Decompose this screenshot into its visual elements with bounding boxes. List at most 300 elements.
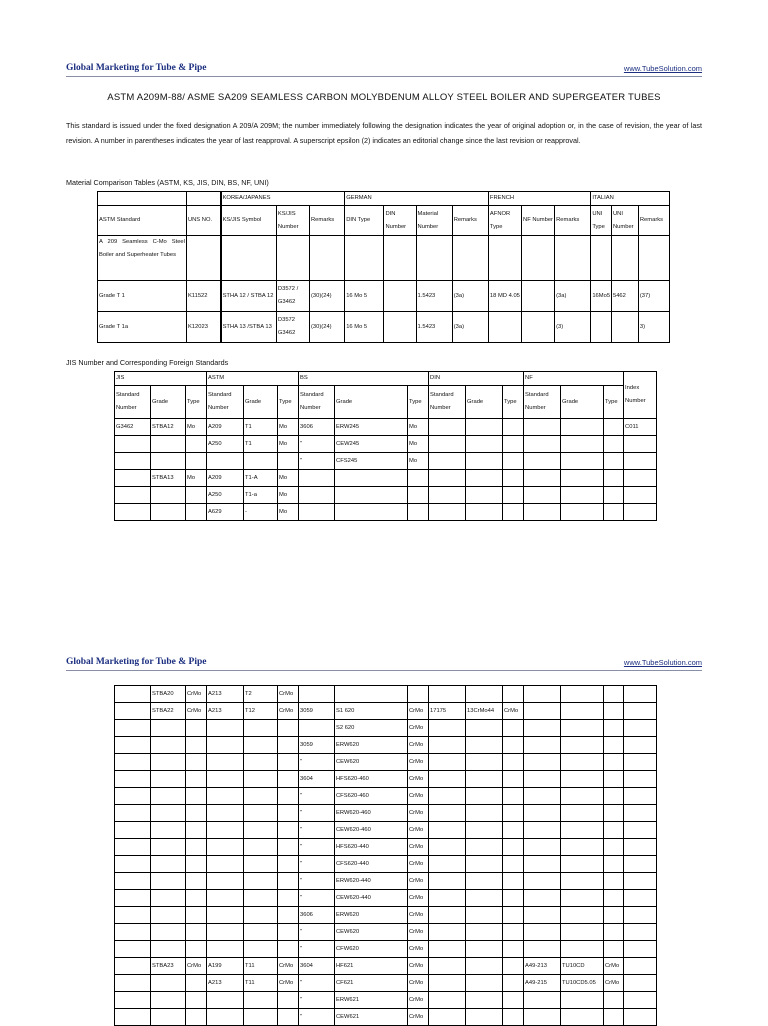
table-cell: Mo: [408, 453, 429, 470]
table-row: [115, 856, 657, 873]
table-cell: [624, 992, 657, 1009]
table-cell: A250: [207, 487, 244, 504]
table-cell: 3059: [299, 737, 335, 754]
table-cell: [604, 992, 624, 1009]
table-cell: [151, 487, 186, 504]
table-cell: CrMo: [186, 703, 207, 720]
table-row: [115, 805, 657, 822]
table2-caption: JIS Number and Corresponding Foreign Standards: [66, 358, 229, 367]
table-cell: [207, 788, 244, 805]
table-cell: [115, 686, 151, 703]
table-row: [115, 470, 657, 487]
table-cell: [151, 1009, 186, 1026]
col-jis-type: Type: [186, 386, 207, 419]
table-cell: [244, 788, 278, 805]
table-cell: [466, 873, 503, 890]
col-ks-remarks: Remarks: [310, 206, 345, 236]
table-cell: [151, 771, 186, 788]
table-cell: [115, 754, 151, 771]
table-cell: [151, 856, 186, 873]
table-cell: [561, 805, 604, 822]
table-cell: T1: [244, 419, 278, 436]
table-cell: [604, 924, 624, 941]
table-cell: [115, 873, 151, 890]
table-cell: [624, 907, 657, 924]
table-row: [115, 436, 657, 453]
header-url-link[interactable]: www.TubeSolution.com: [623, 64, 702, 73]
table-cell: CrMo: [278, 703, 299, 720]
table-cell: [561, 487, 604, 504]
table-row: [115, 1009, 657, 1026]
col-bs-grade: Grade: [335, 386, 408, 419]
table-cell: [503, 737, 524, 754]
table-cell: [186, 487, 207, 504]
table-cell: STBA12: [151, 419, 186, 436]
table-cell: T11: [244, 975, 278, 992]
table-cell: CFS620-440: [335, 856, 408, 873]
table-cell: [151, 941, 186, 958]
table-cell: [503, 822, 524, 839]
table-cell: [299, 470, 335, 487]
table-cell: [466, 975, 503, 992]
table-cell: [466, 958, 503, 975]
table-cell: [524, 737, 561, 754]
table-cell: [624, 873, 657, 890]
table-cell: [624, 822, 657, 839]
table-cell: [503, 453, 524, 470]
table-cell: [408, 487, 429, 504]
page-header: [66, 62, 702, 77]
table-cell: A199: [207, 958, 244, 975]
col-bs-standard-number: Standard Number: [299, 386, 335, 419]
table-cell: [524, 788, 561, 805]
table-cell: [524, 839, 561, 856]
table-cell: STBA23: [151, 958, 186, 975]
table-cell: A250: [207, 436, 244, 453]
table-cell: [604, 686, 624, 703]
table-cell: [604, 436, 624, 453]
table-cell: ERW245: [335, 419, 408, 436]
table-cell: [503, 805, 524, 822]
table-cell: [561, 703, 604, 720]
table-cell: [151, 822, 186, 839]
table-cell: A49-215: [524, 975, 561, 992]
table-cell: [115, 720, 151, 737]
table-cell: ": [299, 856, 335, 873]
table-cell: [244, 839, 278, 856]
table-cell: [604, 771, 624, 788]
table-cell: [278, 1009, 299, 1026]
table-cell: T1-A: [244, 470, 278, 487]
table-cell: [151, 737, 186, 754]
table-cell: [604, 504, 624, 521]
table-cell: CEW620: [335, 754, 408, 771]
table-cell: [524, 1009, 561, 1026]
table-cell: [604, 720, 624, 737]
table-cell: [524, 504, 561, 521]
col-it-remarks: Remarks: [638, 206, 669, 236]
document-title: ASTM A209M-88/ ASME SA209 SEAMLESS CARBON MOLYBDENUM ALLOY STEEL BOILER AND SUPERGEATER TUBES: [107, 92, 661, 103]
table-cell: [115, 805, 151, 822]
col-uni-type: UNI Type: [591, 206, 612, 236]
table-cell: [561, 453, 604, 470]
table-cell: T1-a: [244, 487, 278, 504]
table-cell: [115, 992, 151, 1009]
table-cell: [624, 839, 657, 856]
table-cell: [151, 754, 186, 771]
table-cell: STBA22: [151, 703, 186, 720]
table-cell: [503, 873, 524, 890]
table-cell: [524, 703, 561, 720]
table-cell: [561, 907, 604, 924]
table-cell: [561, 992, 604, 1009]
table-cell: [115, 737, 151, 754]
table-cell: [604, 703, 624, 720]
table-cell: [429, 907, 466, 924]
table-cell: CrMo: [408, 992, 429, 1009]
table-cell: Mo: [408, 436, 429, 453]
table-cell: [278, 754, 299, 771]
table-cell: [524, 907, 561, 924]
table-cell: HFS620-460: [335, 771, 408, 788]
table-cell: [429, 941, 466, 958]
table-cell: CrMo: [408, 805, 429, 822]
table-cell: [429, 487, 466, 504]
table-cell: 17175: [429, 703, 466, 720]
table-cell: [524, 924, 561, 941]
table-cell: ERW620: [335, 737, 408, 754]
table-cell: [466, 822, 503, 839]
table-cell: [408, 470, 429, 487]
table-cell: T12: [244, 703, 278, 720]
table-cell: [115, 453, 151, 470]
table-cell: [524, 754, 561, 771]
col-din-standard-number: Standard Number: [429, 386, 466, 419]
table-cell: [335, 470, 408, 487]
table-cell: [115, 822, 151, 839]
table-cell: ": [299, 754, 335, 771]
table-cell: Mo: [408, 419, 429, 436]
table-cell: [604, 839, 624, 856]
table-cell: [624, 703, 657, 720]
table-cell: [115, 1009, 151, 1026]
table-cell: [244, 1009, 278, 1026]
col-fr-remarks: Remarks: [555, 206, 591, 236]
table-row: [115, 941, 657, 958]
table-cell: [186, 771, 207, 788]
table-cell: T11: [244, 958, 278, 975]
table-cell: [624, 470, 657, 487]
table-cell: [429, 453, 466, 470]
table-cell: [604, 890, 624, 907]
header-url-link[interactable]: www.TubeSolution.com: [623, 658, 702, 667]
table-cell: [244, 453, 278, 470]
table-cell: [604, 754, 624, 771]
table-cell: [604, 788, 624, 805]
table-cell: ": [299, 436, 335, 453]
table-cell: [207, 992, 244, 1009]
table-row: [115, 924, 657, 941]
table-cell: [207, 924, 244, 941]
table-cell: [335, 504, 408, 521]
table-cell: [207, 771, 244, 788]
table-cell: A209: [207, 470, 244, 487]
table1-caption: Material Comparison Tables (ASTM, KS, JIS, DIN, BS, NF, UNI): [66, 178, 269, 187]
table-cell: ": [299, 788, 335, 805]
table-cell: [429, 822, 466, 839]
table-cell: [186, 822, 207, 839]
table-cell: ": [299, 992, 335, 1009]
table-cell: A213: [207, 703, 244, 720]
col-de-remarks: Remarks: [452, 206, 488, 236]
table-row: [115, 975, 657, 992]
group-bs: BS: [299, 372, 429, 386]
table-cell: [115, 504, 151, 521]
table-cell: [503, 686, 524, 703]
table-cell: [503, 890, 524, 907]
table-cell: [503, 419, 524, 436]
table-cell: ": [299, 822, 335, 839]
table-cell: CrMo: [604, 958, 624, 975]
table-cell: [624, 771, 657, 788]
col-astm-type: Type: [278, 386, 299, 419]
table-cell: [186, 975, 207, 992]
table-cell: CrMo: [408, 771, 429, 788]
material-comparison-table: [97, 191, 670, 343]
table-row: [115, 958, 657, 975]
table-cell: [186, 788, 207, 805]
jis-foreign-standards-table: [114, 371, 657, 521]
table-row: [115, 873, 657, 890]
table-cell: [604, 419, 624, 436]
table-cell: [524, 436, 561, 453]
table-cell: [186, 924, 207, 941]
table-cell: [524, 453, 561, 470]
table-cell: [115, 788, 151, 805]
table-cell: CEW245: [335, 436, 408, 453]
table-cell: CrMo: [408, 890, 429, 907]
table-cell: [503, 1009, 524, 1026]
table-cell: [151, 805, 186, 822]
table-row: [115, 737, 657, 754]
table-cell: [604, 941, 624, 958]
col-bs-type: Type: [408, 386, 429, 419]
table-cell: [186, 839, 207, 856]
table-row: A 209 Seamless C-Mo Steel Boiler and Superheater Tubes: [98, 236, 670, 281]
table-cell: CrMo: [408, 720, 429, 737]
table-cell: [466, 907, 503, 924]
table-cell: [503, 470, 524, 487]
table-cell: [624, 754, 657, 771]
table-cell: CrMo: [408, 788, 429, 805]
table-cell: [524, 941, 561, 958]
table-row: [115, 822, 657, 839]
table-cell: [561, 686, 604, 703]
table-cell: A629: [207, 504, 244, 521]
table-cell: STBA13: [151, 470, 186, 487]
table-cell: [335, 686, 408, 703]
table-cell: [244, 907, 278, 924]
table-cell: CrMo: [408, 958, 429, 975]
col-nf-grade: Grade: [561, 386, 604, 419]
group-din: DIN: [429, 372, 524, 386]
table-cell: [278, 924, 299, 941]
table-cell: 3606: [299, 907, 335, 924]
table-row: Grade T 1a K12023 STHA 13 /STBA 13 D3572 G3462 (30)(24) 16 Mo 5 1.5423 (3a) (3) 3): [98, 312, 670, 343]
table-cell: [115, 941, 151, 958]
table-cell: Mo: [278, 504, 299, 521]
table-cell: ERW621: [335, 992, 408, 1009]
table-cell: CrMo: [408, 737, 429, 754]
table-cell: [503, 436, 524, 453]
table-cell: [278, 890, 299, 907]
table-cell: [429, 975, 466, 992]
col-din-number: DIN Number: [384, 206, 416, 236]
table-cell: [524, 771, 561, 788]
table-cell: [624, 788, 657, 805]
table-cell: [624, 890, 657, 907]
table-cell: CrMo: [408, 1009, 429, 1026]
table-cell: [524, 873, 561, 890]
table-cell: [503, 754, 524, 771]
table-cell: [561, 873, 604, 890]
table-cell: Mo: [278, 419, 299, 436]
table-cell: [624, 975, 657, 992]
table-cell: [115, 958, 151, 975]
table-row: [115, 453, 657, 470]
table-cell: ERW620: [335, 907, 408, 924]
table-cell: G3462: [115, 419, 151, 436]
table-cell: CrMo: [186, 686, 207, 703]
table-row: [115, 754, 657, 771]
table-cell: [604, 856, 624, 873]
table-cell: [429, 737, 466, 754]
table-cell: Mo: [186, 470, 207, 487]
table-cell: [207, 873, 244, 890]
table-cell: CrMo: [186, 958, 207, 975]
table-cell: CrMo: [408, 975, 429, 992]
table-cell: ": [299, 453, 335, 470]
table-cell: [429, 754, 466, 771]
table-cell: [244, 941, 278, 958]
table-cell: CEW621: [335, 1009, 408, 1026]
table-cell: [561, 822, 604, 839]
table-cell: [299, 487, 335, 504]
table-cell: [244, 822, 278, 839]
table-cell: [624, 805, 657, 822]
table-cell: [624, 958, 657, 975]
col-jis-standard-number: Standard Number: [115, 386, 151, 419]
header-brand: Global Marketing for Tube & Pipe: [66, 63, 207, 73]
table-cell: CrMo: [408, 839, 429, 856]
table-cell: [624, 453, 657, 470]
table-cell: [186, 805, 207, 822]
table-row: Grade T 1 K11522 STHA 12 / STBA 12 D3572 / G3462 (30)(24) 16 Mo 5 1.5423 (3a) 18 MD 4.05 (3a) 16Mo5 5462 (37): [98, 281, 670, 312]
table-cell: ": [299, 873, 335, 890]
table-cell: [115, 839, 151, 856]
table-cell: [207, 941, 244, 958]
table-cell: 3059: [299, 703, 335, 720]
table-cell: ERW620-440: [335, 873, 408, 890]
col-uni-number: UNI Number: [611, 206, 638, 236]
table-cell: ": [299, 924, 335, 941]
table-cell: [604, 805, 624, 822]
table-cell: CEW620: [335, 924, 408, 941]
col-ks-jis-symbol: KS/JIS Symbol: [221, 206, 277, 236]
group-german: GERMAN: [345, 192, 489, 206]
col-afnor-type: AFNOR Type: [488, 206, 521, 236]
table-cell: CFW620: [335, 941, 408, 958]
table-cell: [503, 504, 524, 521]
table-cell: [429, 1009, 466, 1026]
table-cell: [624, 720, 657, 737]
table-cell: [151, 924, 186, 941]
table-cell: [186, 737, 207, 754]
table-cell: [466, 1009, 503, 1026]
table-cell: [244, 873, 278, 890]
table-cell: [524, 856, 561, 873]
col-jis-grade: Grade: [151, 386, 186, 419]
table-cell: [115, 856, 151, 873]
table-row: [115, 992, 657, 1009]
table-cell: A209: [207, 419, 244, 436]
table-cell: [561, 436, 604, 453]
table-cell: [207, 737, 244, 754]
table-cell: [466, 941, 503, 958]
col-nf-standard-number: Standard Number: [524, 386, 561, 419]
table-cell: [207, 907, 244, 924]
col-din-type: Type: [503, 386, 524, 419]
table-cell: [466, 686, 503, 703]
table-cell: C011: [624, 419, 657, 436]
table-cell: [524, 720, 561, 737]
table-cell: [503, 771, 524, 788]
table-cell: [466, 754, 503, 771]
table-cell: ": [299, 941, 335, 958]
table-cell: CF621: [335, 975, 408, 992]
table-cell: [115, 907, 151, 924]
col-astm-standard: ASTM Standard: [98, 206, 187, 236]
table-cell: [429, 992, 466, 1009]
table-cell: [115, 924, 151, 941]
group-nf: NF: [524, 372, 624, 386]
table-cell: [151, 504, 186, 521]
table-row: [115, 890, 657, 907]
col-nf-type: Type: [604, 386, 624, 419]
table-cell: [503, 788, 524, 805]
table-cell: [524, 805, 561, 822]
table-cell: [429, 419, 466, 436]
table-cell: CrMo: [503, 703, 524, 720]
table-cell: CrMo: [408, 941, 429, 958]
table-cell: CrMo: [604, 975, 624, 992]
table-cell: [561, 856, 604, 873]
table-cell: [151, 992, 186, 1009]
table-cell: [186, 941, 207, 958]
table-cell: Mo: [278, 487, 299, 504]
table-row: [115, 771, 657, 788]
table-cell: [207, 839, 244, 856]
table-cell: [244, 737, 278, 754]
table-cell: [151, 975, 186, 992]
table-cell: [429, 873, 466, 890]
table-cell: [278, 856, 299, 873]
col-din-grade: Grade: [466, 386, 503, 419]
table-cell: [604, 822, 624, 839]
table-cell: [624, 436, 657, 453]
table-cell: [115, 890, 151, 907]
table-cell: [186, 890, 207, 907]
